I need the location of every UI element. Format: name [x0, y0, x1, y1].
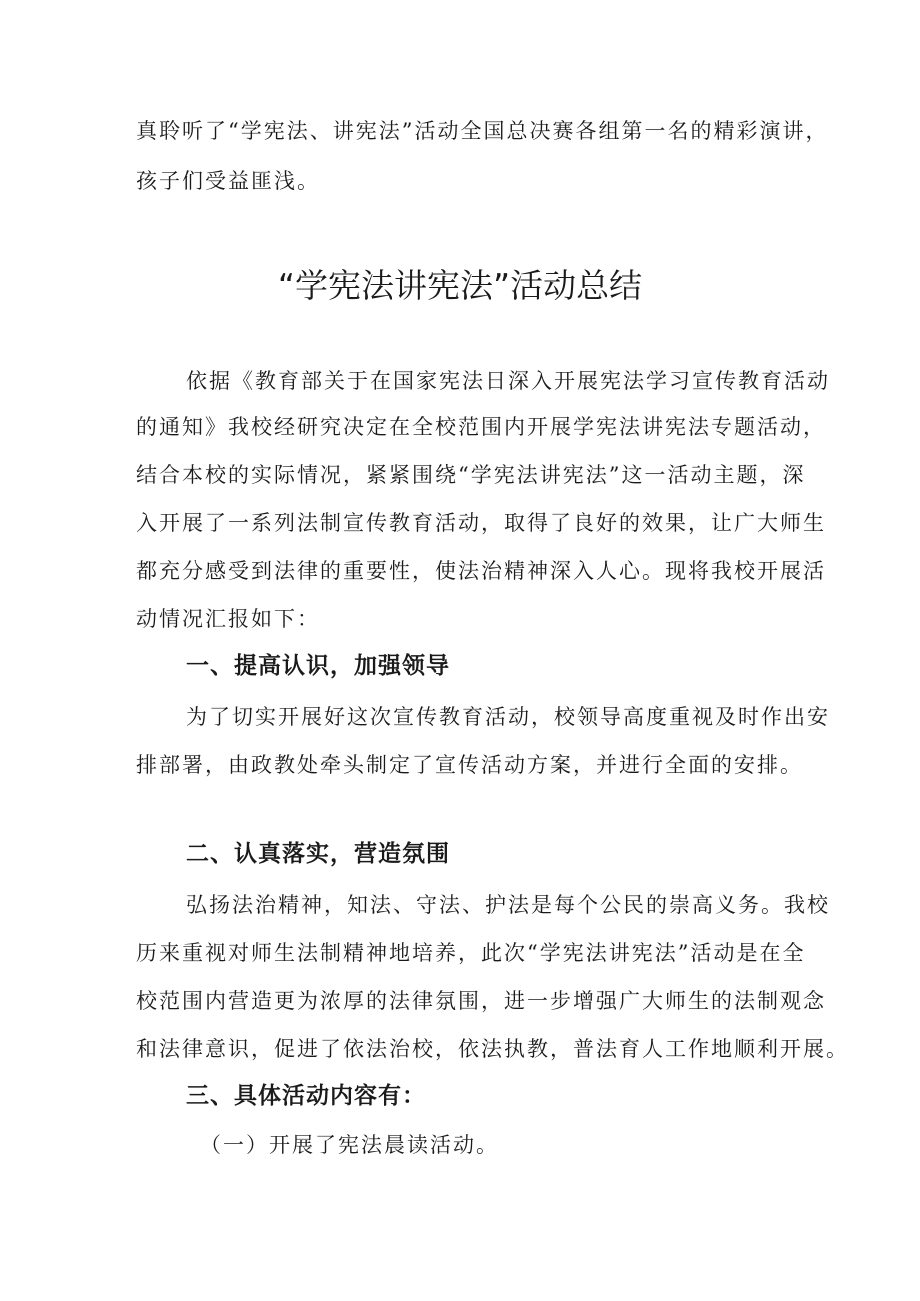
section1-heading: 一、提高认识，加强领导 — [186, 653, 450, 679]
opening-line-4: 入开展了一系列法制宣传教育活动，取得了良好的效果，让广大师生 — [136, 511, 826, 535]
opening-line-1: 依据《教育部关于在国家宪法日深入开展宪法学习宣传教育活动 — [186, 369, 830, 393]
section2-line-4: 和法律意识，促进了依法治校，依法执教，普法育人工作地顺利开展。 — [136, 1037, 849, 1061]
section2-line-2: 历来重视对师生法制精神地培养，此次“学宪法讲宪法”活动是在全 — [136, 941, 806, 965]
section2-heading: 二、认真落实，营造氛围 — [186, 841, 450, 867]
section1-line-2: 排部署，由政教处牵头制定了宣传活动方案，并进行全面的安排。 — [136, 753, 803, 777]
opening-line-3: 结合本校的实际情况，紧紧围绕“学宪法讲宪法”这一活动主题，深 — [136, 463, 806, 487]
document-title: “学宪法讲宪法”活动总结 — [277, 266, 643, 305]
section3-subitem-1: （一）开展了宪法晨读活动。 — [200, 1133, 499, 1157]
opening-line-2: 的通知》我校经研究决定在全校范围内开展学宪法讲宪法专题活动， — [136, 415, 826, 439]
opening-line-6: 动情况汇报如下： — [136, 607, 320, 631]
section1-line-1: 为了切实开展好这次宣传教育活动，校领导高度重视及时作出安 — [186, 705, 830, 729]
section2-line-1: 弘扬法治精神，知法、守法、护法是每个公民的崇高义务。我校 — [186, 893, 830, 917]
intro-line-2: 孩子们受益匪浅。 — [136, 169, 320, 193]
section2-line-3: 校范围内营造更为浓厚的法律氛围，进一步增强广大师生的法制观念 — [136, 989, 826, 1013]
section3-heading: 三、具体活动内容有： — [186, 1083, 426, 1109]
opening-line-5: 都充分感受到法律的重要性，使法治精神深入人心。现将我校开展活 — [136, 559, 826, 583]
intro-line-1: 真聆听了“学宪法、讲宪法”活动全国总决赛各组第一名的精彩演讲， — [136, 119, 829, 143]
